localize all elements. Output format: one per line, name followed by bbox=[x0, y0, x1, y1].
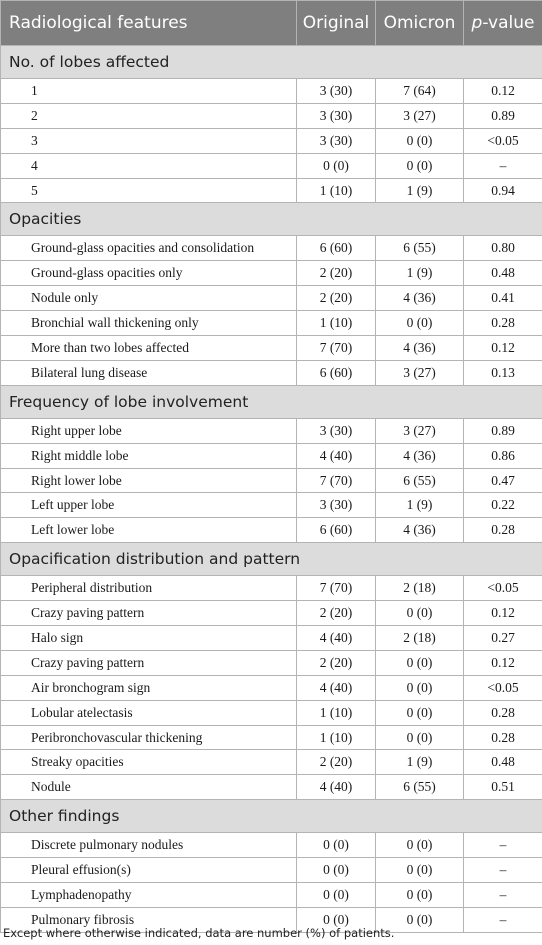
table-row bbox=[1, 443, 542, 468]
table-row bbox=[1, 468, 542, 493]
table-row bbox=[1, 725, 542, 750]
p-value-cell: 0.12 bbox=[464, 79, 542, 104]
omicron-cell: 1 (9) bbox=[376, 178, 464, 203]
footnote: Except where otherwise indicated, data are number (%) of patients. bbox=[3, 926, 395, 940]
omicron-cell: 3 (27) bbox=[376, 360, 464, 385]
feature-cell: Pulmonary fibrosis bbox=[1, 907, 297, 932]
omicron-cell: 7 (64) bbox=[376, 79, 464, 104]
p-value-cell: 0.89 bbox=[464, 418, 542, 443]
table-row bbox=[1, 286, 542, 311]
table-row bbox=[1, 261, 542, 286]
table-row bbox=[1, 650, 542, 675]
header-original: Original bbox=[297, 1, 376, 46]
omicron-cell: 4 (36) bbox=[376, 286, 464, 311]
p-value-cell: 0.28 bbox=[464, 725, 542, 750]
table-row bbox=[1, 700, 542, 725]
original-cell: 6 (60) bbox=[297, 518, 376, 543]
feature-cell: Streaky opacities bbox=[1, 750, 297, 775]
p-value-cell: 0.28 bbox=[464, 518, 542, 543]
original-cell: 7 (70) bbox=[297, 576, 376, 601]
original-cell: 6 (60) bbox=[297, 360, 376, 385]
table-row bbox=[1, 675, 542, 700]
table-row bbox=[1, 750, 542, 775]
section-header-row bbox=[1, 543, 542, 576]
feature-cell: 5 bbox=[1, 178, 297, 203]
p-value-cell: 0.48 bbox=[464, 750, 542, 775]
feature-cell: Peripheral distribution bbox=[1, 576, 297, 601]
omicron-cell: 0 (0) bbox=[376, 128, 464, 153]
p-value-cell: 0.41 bbox=[464, 286, 542, 311]
omicron-cell: 3 (27) bbox=[376, 418, 464, 443]
omicron-cell: 0 (0) bbox=[376, 883, 464, 908]
feature-cell: More than two lobes affected bbox=[1, 336, 297, 361]
table-row bbox=[1, 153, 542, 178]
table-row bbox=[1, 576, 542, 601]
original-cell: 4 (40) bbox=[297, 443, 376, 468]
omicron-cell: 0 (0) bbox=[376, 725, 464, 750]
original-cell: 3 (30) bbox=[297, 418, 376, 443]
section-title: Frequency of lobe involvement bbox=[1, 385, 542, 418]
omicron-cell: 6 (55) bbox=[376, 468, 464, 493]
omicron-cell: 0 (0) bbox=[376, 907, 464, 932]
feature-cell: Left lower lobe bbox=[1, 518, 297, 543]
original-cell: 4 (40) bbox=[297, 626, 376, 651]
table-row bbox=[1, 360, 542, 385]
original-cell: 0 (0) bbox=[297, 907, 376, 932]
omicron-cell: 0 (0) bbox=[376, 153, 464, 178]
original-cell: 1 (10) bbox=[297, 725, 376, 750]
section-title: Other findings bbox=[1, 800, 542, 833]
feature-cell: Lymphadenopathy bbox=[1, 883, 297, 908]
original-cell: 0 (0) bbox=[297, 858, 376, 883]
feature-cell: Discrete pulmonary nodules bbox=[1, 833, 297, 858]
section-header-row bbox=[1, 203, 542, 236]
table-row bbox=[1, 311, 542, 336]
omicron-cell: 2 (18) bbox=[376, 626, 464, 651]
original-cell: 3 (30) bbox=[297, 493, 376, 518]
original-cell: 3 (30) bbox=[297, 103, 376, 128]
original-cell: 1 (10) bbox=[297, 311, 376, 336]
p-value-cell: – bbox=[464, 858, 542, 883]
table-row bbox=[1, 493, 542, 518]
original-cell: 2 (20) bbox=[297, 261, 376, 286]
p-value-cell: <0.05 bbox=[464, 576, 542, 601]
feature-cell: Right lower lobe bbox=[1, 468, 297, 493]
header-p-value bbox=[464, 1, 542, 46]
original-cell: 4 (40) bbox=[297, 775, 376, 800]
feature-cell: Lobular atelectasis bbox=[1, 700, 297, 725]
p-value-cell: 0.28 bbox=[464, 311, 542, 336]
original-cell: 0 (0) bbox=[297, 883, 376, 908]
header-row bbox=[1, 1, 542, 46]
omicron-cell: 3 (27) bbox=[376, 103, 464, 128]
p-value-cell: 0.80 bbox=[464, 236, 542, 261]
table-row bbox=[1, 883, 542, 908]
p-value-cell: <0.05 bbox=[464, 675, 542, 700]
original-cell: 0 (0) bbox=[297, 833, 376, 858]
omicron-cell: 2 (18) bbox=[376, 576, 464, 601]
p-value-cell: 0.89 bbox=[464, 103, 542, 128]
omicron-cell: 1 (9) bbox=[376, 493, 464, 518]
table-row bbox=[1, 336, 542, 361]
omicron-cell: 6 (55) bbox=[376, 236, 464, 261]
p-value-cell: 0.94 bbox=[464, 178, 542, 203]
original-cell: 2 (20) bbox=[297, 650, 376, 675]
table-row bbox=[1, 601, 542, 626]
section-header-row bbox=[1, 385, 542, 418]
p-value-cell: <0.05 bbox=[464, 128, 542, 153]
p-value-cell: 0.51 bbox=[464, 775, 542, 800]
omicron-cell: 0 (0) bbox=[376, 311, 464, 336]
header-p-italic: p bbox=[471, 13, 483, 33]
feature-cell: 3 bbox=[1, 128, 297, 153]
feature-cell: Nodule bbox=[1, 775, 297, 800]
feature-cell: 1 bbox=[1, 79, 297, 104]
table-row bbox=[1, 178, 542, 203]
feature-cell: Ground-glass opacities only bbox=[1, 261, 297, 286]
omicron-cell: 0 (0) bbox=[376, 675, 464, 700]
table-row bbox=[1, 103, 542, 128]
p-value-cell: 0.86 bbox=[464, 443, 542, 468]
omicron-cell: 4 (36) bbox=[376, 518, 464, 543]
feature-cell: Crazy paving pattern bbox=[1, 650, 297, 675]
p-value-cell: 0.47 bbox=[464, 468, 542, 493]
feature-cell: Air bronchogram sign bbox=[1, 675, 297, 700]
omicron-cell: 0 (0) bbox=[376, 601, 464, 626]
omicron-cell: 0 (0) bbox=[376, 650, 464, 675]
section-title: Opacification distribution and pattern bbox=[1, 543, 542, 576]
table-row bbox=[1, 518, 542, 543]
p-value-cell: 0.12 bbox=[464, 336, 542, 361]
feature-cell: Halo sign bbox=[1, 626, 297, 651]
table-row bbox=[1, 626, 542, 651]
feature-cell: Pleural effusion(s) bbox=[1, 858, 297, 883]
p-value-cell: 0.22 bbox=[464, 493, 542, 518]
omicron-cell: 6 (55) bbox=[376, 775, 464, 800]
omicron-cell: 4 (36) bbox=[376, 443, 464, 468]
feature-cell: Crazy paving pattern bbox=[1, 601, 297, 626]
table-body bbox=[1, 46, 542, 933]
table-row bbox=[1, 775, 542, 800]
feature-cell: Ground-glass opacities and consolidation bbox=[1, 236, 297, 261]
original-cell: 3 (30) bbox=[297, 79, 376, 104]
original-cell: 2 (20) bbox=[297, 601, 376, 626]
original-cell: 4 (40) bbox=[297, 675, 376, 700]
feature-cell: Nodule only bbox=[1, 286, 297, 311]
table-row bbox=[1, 236, 542, 261]
p-value-cell: 0.12 bbox=[464, 601, 542, 626]
original-cell: 1 (10) bbox=[297, 700, 376, 725]
header-omicron: Omicron bbox=[376, 1, 464, 46]
omicron-cell: 1 (9) bbox=[376, 750, 464, 775]
omicron-cell: 0 (0) bbox=[376, 858, 464, 883]
original-cell: 7 (70) bbox=[297, 336, 376, 361]
feature-cell: Peribronchovascular thickening bbox=[1, 725, 297, 750]
p-value-cell: 0.28 bbox=[464, 700, 542, 725]
header-feature: Radiological features bbox=[1, 1, 297, 46]
section-header-row bbox=[1, 800, 542, 833]
section-title: Opacities bbox=[1, 203, 542, 236]
table-row bbox=[1, 833, 542, 858]
p-value-cell: 0.12 bbox=[464, 650, 542, 675]
table-row bbox=[1, 418, 542, 443]
original-cell: 0 (0) bbox=[297, 153, 376, 178]
omicron-cell: 1 (9) bbox=[376, 261, 464, 286]
feature-cell: Bronchial wall thickening only bbox=[1, 311, 297, 336]
original-cell: 2 (20) bbox=[297, 750, 376, 775]
feature-cell: Left upper lobe bbox=[1, 493, 297, 518]
table-row bbox=[1, 858, 542, 883]
p-value-cell: 0.48 bbox=[464, 261, 542, 286]
section-header-row bbox=[1, 46, 542, 79]
feature-cell: Bilateral lung disease bbox=[1, 360, 297, 385]
original-cell: 6 (60) bbox=[297, 236, 376, 261]
p-value-cell: – bbox=[464, 833, 542, 858]
feature-cell: Right upper lobe bbox=[1, 418, 297, 443]
p-value-cell: – bbox=[464, 883, 542, 908]
feature-cell: 4 bbox=[1, 153, 297, 178]
omicron-cell: 4 (36) bbox=[376, 336, 464, 361]
p-value-cell: 0.13 bbox=[464, 360, 542, 385]
original-cell: 7 (70) bbox=[297, 468, 376, 493]
p-value-cell: 0.27 bbox=[464, 626, 542, 651]
table-row bbox=[1, 79, 542, 104]
omicron-cell: 0 (0) bbox=[376, 833, 464, 858]
table-row bbox=[1, 128, 542, 153]
original-cell: 1 (10) bbox=[297, 178, 376, 203]
p-value-cell: – bbox=[464, 153, 542, 178]
omicron-cell: 0 (0) bbox=[376, 700, 464, 725]
section-title: No. of lobes affected bbox=[1, 46, 542, 79]
header-p-rest: -value bbox=[482, 13, 535, 33]
original-cell: 3 (30) bbox=[297, 128, 376, 153]
feature-cell: 2 bbox=[1, 103, 297, 128]
p-value-cell: – bbox=[464, 907, 542, 932]
original-cell: 2 (20) bbox=[297, 286, 376, 311]
feature-cell: Right middle lobe bbox=[1, 443, 297, 468]
